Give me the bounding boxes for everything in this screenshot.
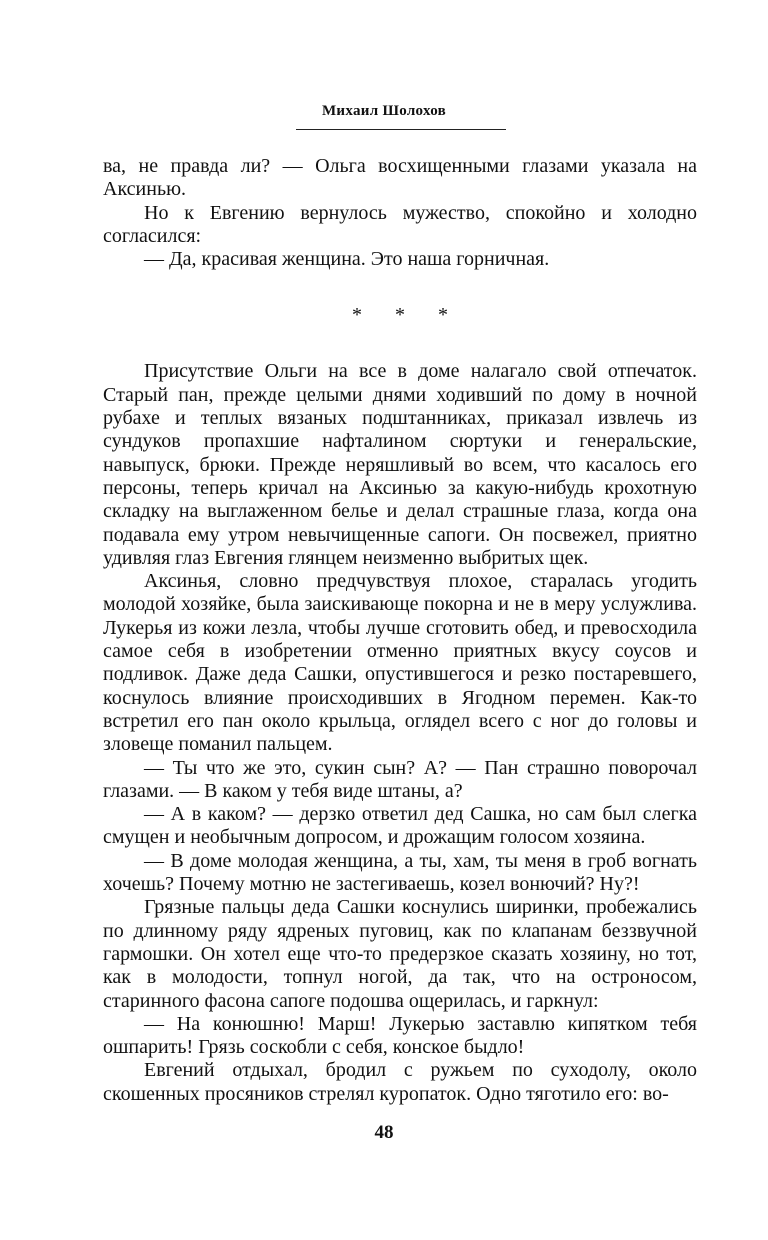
running-title: Михаил Шолохов	[321, 103, 447, 119]
paragraph: — Да, красивая женщина. Это наша горничная.	[144, 248, 550, 271]
paragraph: — А в каком? — дерзко ответил дед Сашка, но сам был слегка смущен и необычным допросом, и дрожащим голосом хозяина.	[103, 803, 697, 849]
paragraph: — В доме молодая женщина, а ты, хам, ты меня в гроб вогнать хочешь? Почему мотню не застегиваешь, козел вонючий? Ну?!	[103, 849, 697, 896]
paragraph: Аксинья, словно предчувствуя плохое, старалась угодить молодой хозяйке, была заискивающе покорна и не в меру услужлива. Лукерья из кожи лезла, чтобы лучше сготовить обед, и превосходила самое себя в изобретении отменно приятных вкусу соусов и подливок. Даже деда Сашки, опустившегося и резко постаревшего, коснулось влияние происходивших в Ягодном перемен. Как-то встретил его пан около крыльца, оглядел всего с ног до головы и зловеще поманил пальцем.	[103, 570, 697, 756]
paragraph: Грязные пальцы деда Сашки коснулись ширинки, пробежались по длинному ряду ядреных пуговиц, как по клапанам беззвучной гармошки. Он хотел еще что-то предерзкое сказать хозяину, но тот, как в молодости, топнул ногой, да так, что на остроносом, старинного фасона сапоге подошва ощерилась, и гаркнул:	[103, 896, 697, 1012]
paragraph: Присутствие Ольги на все в доме налагало свой отпечаток. Старый пан, прежде целыми днями ходивший по дому в ночной рубахе и теплых вязаных подштанниках, приказал извлечь из сундуков пропахшие нафталином сюртуки и генеральские, навыпуск, брюки. Прежде неряшливый во всем, что касалось его персоны, теперь кричал на Аксинью за какую-нибудь крохотную складку на выглаженном белье и делал страшные глаза, когда она подавала ему утром невычищенные сапоги. Он посвежел, приятно удивляя глаз Евгения глянцем неизменно выбритых щек.	[103, 360, 697, 569]
paragraph: Евгений отдыхал, бродил с ружьем по суходолу, около скошенных просяников стрелял куропаток. Одно тяготило его: во-	[103, 1059, 697, 1105]
paragraph: — На конюшню! Марш! Лукерью заставлю кипятком тебя ошпарить! Грязь соскобли с себя, конское быдло!	[103, 1012, 697, 1059]
paragraph: ва, не правда ли? — Ольга восхищенными глазами указала на Аксинью.	[103, 155, 697, 201]
page-text	[103, 155, 697, 1106]
page-number: 48	[374, 1122, 394, 1143]
paragraph: Но к Евгению вернулось мужество, спокойно и холодно согласился:	[103, 201, 697, 247]
section-break: * * *	[352, 304, 462, 327]
paragraph: — Ты что же это, сукин сын? А? — Пан страшно поворочал глазами. — В каком у тебя виде штаны, а?	[103, 756, 697, 802]
header-rule	[296, 129, 506, 130]
